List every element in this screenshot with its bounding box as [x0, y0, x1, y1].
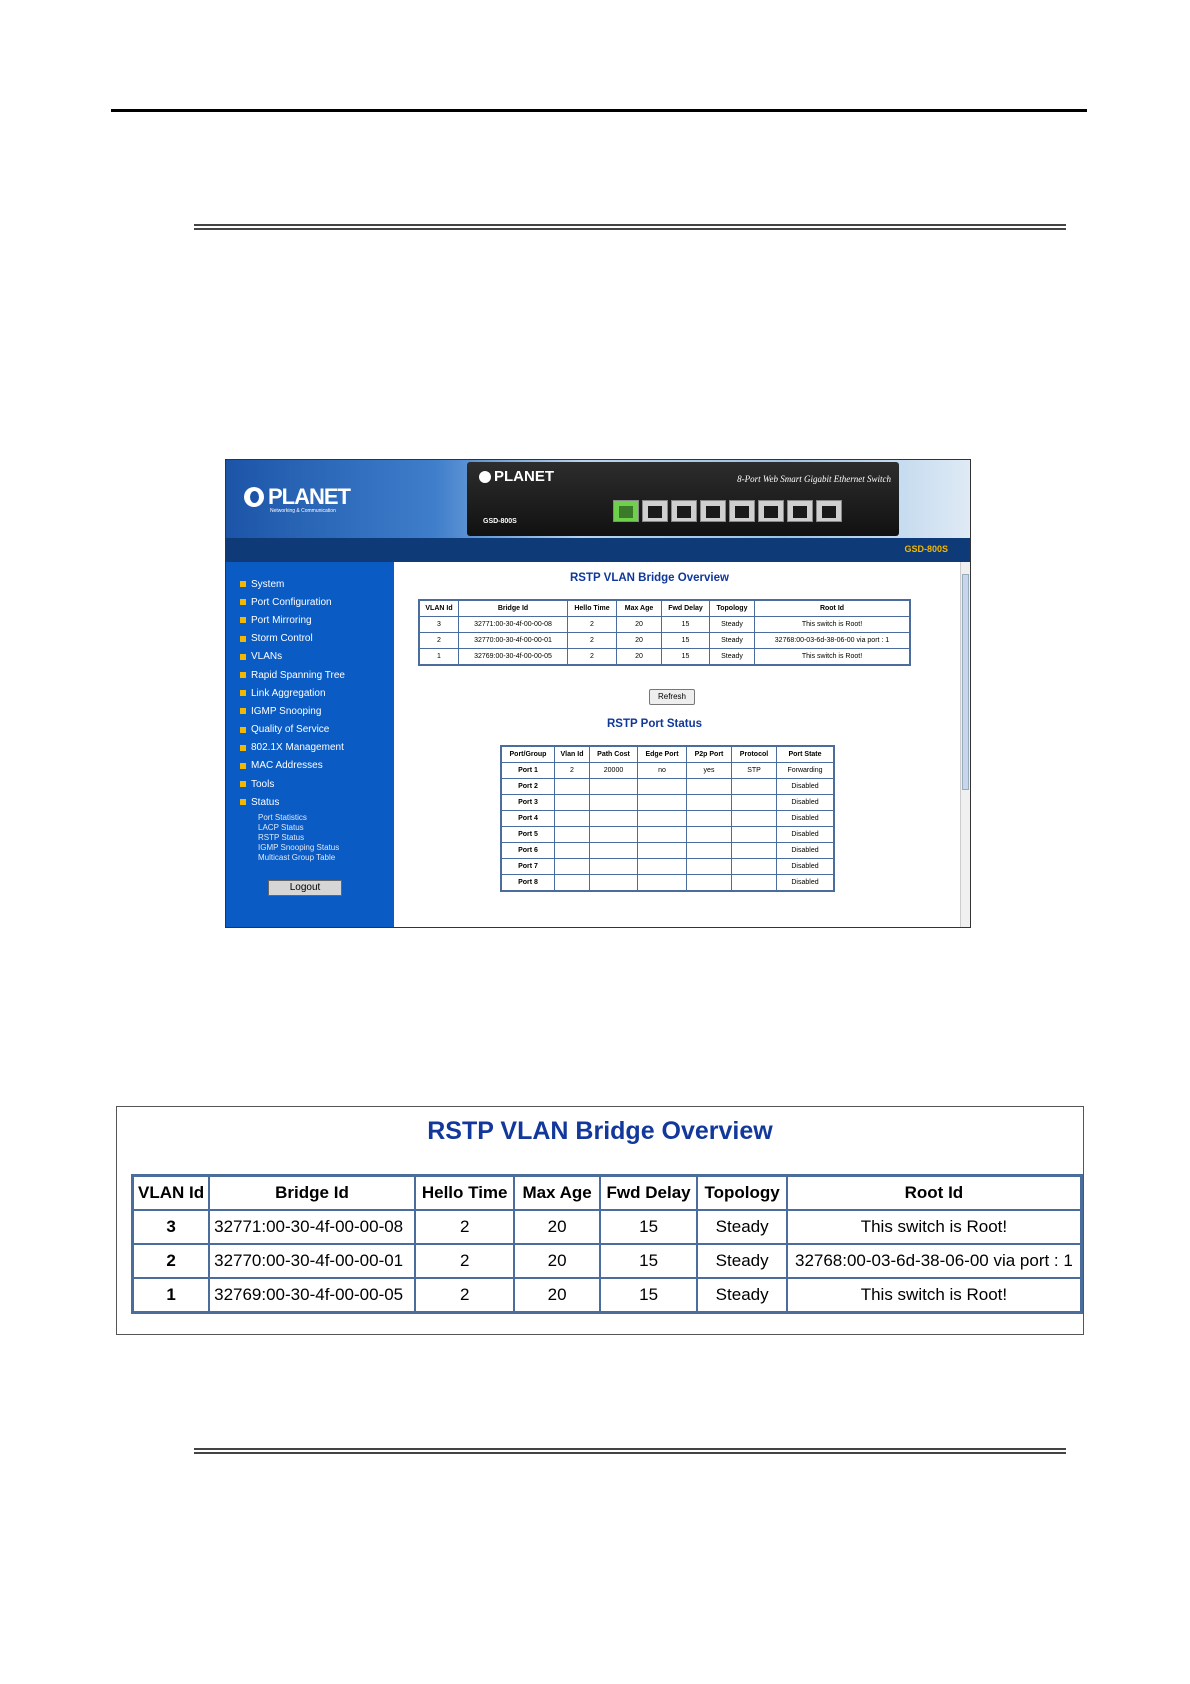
table-header-cell: Max Age — [514, 1176, 599, 1211]
table-cell — [732, 795, 777, 811]
device-logo-icon — [479, 471, 491, 483]
menu-bullet-icon — [240, 690, 246, 696]
menu-bullet-icon — [240, 636, 246, 642]
table-cell: 20000 — [590, 763, 638, 779]
menu-bullet-icon — [240, 727, 246, 733]
closeup-bridge-table — [131, 1174, 1083, 1314]
table-cell: 15 — [600, 1210, 698, 1244]
table-cell: This switch is Root! — [787, 1210, 1082, 1244]
closeup-screenshot — [116, 1106, 1084, 1335]
table-cell — [687, 779, 732, 795]
table-cell: 32768:00-03-6d-38-06-00 via port : 1 — [787, 1244, 1082, 1278]
sidebar-item[interactable] — [240, 775, 394, 793]
table-cell: 15 — [600, 1244, 698, 1278]
table-row — [501, 859, 834, 875]
table-cell: Disabled — [777, 795, 835, 811]
table-cell: 32769:00-30-4f-00-00-05 — [459, 649, 568, 666]
table-header-cell: P2p Port — [687, 746, 732, 763]
table-cell: yes — [687, 763, 732, 779]
menu-bullet-icon — [240, 617, 246, 623]
menu-bullet-icon — [240, 599, 246, 605]
logo-subtext: Networking & Communication — [270, 508, 336, 514]
table-cell: This switch is Root! — [755, 649, 911, 666]
status-submenu-item[interactable]: RSTP Status — [258, 833, 305, 843]
sidebar-item[interactable] — [240, 611, 394, 629]
table-cell: 20 — [617, 649, 662, 666]
table-cell: Steady — [697, 1278, 786, 1313]
table-cell: STP — [732, 763, 777, 779]
sidebar-item[interactable] — [240, 684, 394, 702]
menu-bullet-icon — [240, 745, 246, 751]
table-cell — [590, 795, 638, 811]
port-status-title: RSTP Port Status — [607, 718, 702, 730]
sidebar-item[interactable] — [240, 702, 394, 720]
table-cell — [732, 827, 777, 843]
model-band — [226, 538, 970, 562]
table-cell: 32770:00-30-4f-00-00-01 — [209, 1244, 415, 1278]
table-cell: Disabled — [777, 827, 835, 843]
table-cell — [638, 779, 687, 795]
table-cell — [555, 795, 590, 811]
web-ui-screenshot — [225, 459, 971, 928]
header-banner — [226, 460, 970, 538]
port-status-table — [500, 745, 835, 892]
scrollbar-thumb[interactable] — [962, 574, 969, 790]
sidebar-item-label: Port Mirroring — [251, 614, 312, 626]
sidebar-item[interactable] — [240, 757, 394, 775]
table-cell — [638, 875, 687, 892]
device-model: GSD-800S — [483, 518, 517, 525]
sidebar-item[interactable] — [240, 630, 394, 648]
table-cell — [555, 811, 590, 827]
table-header-cell: Topology — [710, 600, 755, 617]
table-cell: 2 — [415, 1278, 515, 1313]
table-header-cell: Root Id — [787, 1176, 1082, 1211]
table-row — [501, 763, 834, 779]
table-cell — [687, 875, 732, 892]
table-cell: Port 6 — [501, 843, 555, 859]
sidebar — [226, 562, 394, 928]
table-cell — [590, 875, 638, 892]
table-cell — [687, 795, 732, 811]
table-cell: Port 7 — [501, 859, 555, 875]
page-top-rule — [111, 109, 1087, 112]
table-header-cell: Port/Group — [501, 746, 555, 763]
status-submenu-item[interactable]: Multicast Group Table — [258, 853, 336, 863]
status-submenu-item[interactable]: Port Statistics — [258, 813, 307, 823]
table-cell: 32768:00-03-6d-38-06-00 via port : 1 — [755, 633, 911, 649]
table-cell: Steady — [710, 649, 755, 666]
table-cell — [555, 827, 590, 843]
table-row — [133, 1278, 1082, 1313]
menu-bullet-icon — [240, 654, 246, 660]
table-cell: Disabled — [777, 875, 835, 892]
sidebar-item-label: MAC Addresses — [251, 760, 323, 772]
table-header-cell: Port State — [777, 746, 835, 763]
table-cell: Disabled — [777, 779, 835, 795]
sidebar-item[interactable] — [240, 721, 394, 739]
table-cell: 20 — [514, 1210, 599, 1244]
table-row — [133, 1244, 1082, 1278]
sidebar-item-label: Status — [251, 796, 280, 808]
device-panel — [467, 462, 899, 536]
table-cell: Steady — [697, 1244, 786, 1278]
table-row — [501, 811, 834, 827]
planet-logo — [244, 484, 350, 514]
sidebar-item-label: Port Configuration — [251, 596, 332, 608]
logout-button[interactable]: Logout — [268, 880, 342, 896]
table-cell — [638, 795, 687, 811]
table-cell: 1 — [133, 1278, 210, 1313]
table-cell: 15 — [662, 633, 710, 649]
table-header-cell: Edge Port — [638, 746, 687, 763]
sidebar-item[interactable] — [240, 793, 394, 811]
table-cell: 2 — [133, 1244, 210, 1278]
table-header-cell: Hello Time — [568, 600, 617, 617]
table-cell — [590, 827, 638, 843]
table-cell — [555, 779, 590, 795]
port-4-icon[interactable] — [700, 500, 726, 522]
table-row — [419, 633, 910, 649]
table-header-cell: VLAN Id — [133, 1176, 210, 1211]
sidebar-item-label: Quality of Service — [251, 724, 330, 736]
table-cell: 15 — [600, 1278, 698, 1313]
table-row — [501, 827, 834, 843]
table-cell: 20 — [617, 617, 662, 633]
status-submenu-item[interactable]: LACP Status — [258, 823, 304, 833]
table-cell — [555, 875, 590, 892]
bridge-overview-title: RSTP VLAN Bridge Overview — [570, 572, 729, 584]
table-cell: Disabled — [777, 859, 835, 875]
table-cell: 2 — [419, 633, 459, 649]
table-cell: Disabled — [777, 811, 835, 827]
table-cell: 2 — [415, 1244, 515, 1278]
sidebar-item[interactable] — [240, 575, 394, 593]
table-header-cell: Bridge Id — [209, 1176, 415, 1211]
table-cell: Port 5 — [501, 827, 555, 843]
vertical-scrollbar[interactable] — [960, 562, 971, 928]
table-cell: Port 2 — [501, 779, 555, 795]
table-cell — [687, 859, 732, 875]
port-panel — [613, 500, 842, 522]
sidebar-item[interactable] — [240, 648, 394, 666]
table-header-cell: Fwd Delay — [600, 1176, 698, 1211]
table-cell: Port 8 — [501, 875, 555, 892]
port-6-icon[interactable] — [758, 500, 784, 522]
table-cell: Steady — [710, 617, 755, 633]
device-title: 8-Port Web Smart Gigabit Ethernet Switch — [737, 474, 891, 484]
table-cell: Steady — [710, 633, 755, 649]
refresh-button[interactable]: Refresh — [649, 689, 695, 705]
sidebar-menu — [226, 562, 394, 811]
table-cell: 20 — [514, 1278, 599, 1313]
table-row — [501, 795, 834, 811]
table-cell — [638, 811, 687, 827]
table-cell: Port 3 — [501, 795, 555, 811]
table-cell — [687, 843, 732, 859]
table-cell: 2 — [555, 763, 590, 779]
table-cell: no — [638, 763, 687, 779]
table-row — [501, 779, 834, 795]
table-cell: 2 — [415, 1210, 515, 1244]
menu-bullet-icon — [240, 581, 246, 587]
model-badge: GSD-800S — [904, 544, 948, 554]
table-header-cell: Fwd Delay — [662, 600, 710, 617]
table-cell — [638, 843, 687, 859]
table-cell: Port 4 — [501, 811, 555, 827]
sidebar-item-label: Link Aggregation — [251, 687, 326, 699]
sidebar-item-label: Rapid Spanning Tree — [251, 669, 345, 681]
table-cell: 32769:00-30-4f-00-00-05 — [209, 1278, 415, 1313]
table-cell: Forwarding — [777, 763, 835, 779]
table-cell — [555, 843, 590, 859]
port-1-icon[interactable] — [613, 500, 639, 522]
table-cell — [590, 779, 638, 795]
table-cell: Port 1 — [501, 763, 555, 779]
table-cell — [732, 859, 777, 875]
table-cell — [590, 859, 638, 875]
closeup-title: RSTP VLAN Bridge Overview — [427, 1117, 773, 1145]
sidebar-item[interactable] — [240, 739, 394, 757]
table-cell: Steady — [697, 1210, 786, 1244]
device-logo — [479, 468, 554, 485]
status-submenu — [226, 813, 394, 863]
table-cell: 2 — [568, 617, 617, 633]
table-cell — [590, 811, 638, 827]
menu-bullet-icon — [240, 672, 246, 678]
table-header-cell: Max Age — [617, 600, 662, 617]
sidebar-item-label: Storm Control — [251, 633, 313, 645]
table-cell: This switch is Root! — [787, 1278, 1082, 1313]
table-header-cell: Topology — [697, 1176, 786, 1211]
table-row — [501, 843, 834, 859]
table-cell: 32771:00-30-4f-00-00-08 — [209, 1210, 415, 1244]
planet-logo-icon — [244, 487, 264, 507]
table-cell: 3 — [419, 617, 459, 633]
table-cell — [732, 811, 777, 827]
sidebar-item-label: System — [251, 578, 285, 590]
table-header-cell: Vlan Id — [555, 746, 590, 763]
table-cell — [590, 843, 638, 859]
table-cell: 20 — [514, 1244, 599, 1278]
table-row — [419, 649, 910, 666]
table-cell: This switch is Root! — [755, 617, 911, 633]
sidebar-item-label: IGMP Snooping — [251, 705, 322, 717]
menu-bullet-icon — [240, 799, 246, 805]
table-cell: 2 — [568, 649, 617, 666]
main-content — [394, 562, 960, 928]
port-8-icon[interactable] — [816, 500, 842, 522]
table-cell: Disabled — [777, 843, 835, 859]
table-cell — [638, 859, 687, 875]
table-header-cell: Root Id — [755, 600, 911, 617]
sidebar-item-label: Tools — [251, 778, 275, 790]
table-cell: 32770:00-30-4f-00-00-01 — [459, 633, 568, 649]
table-cell — [687, 827, 732, 843]
table-cell — [732, 875, 777, 892]
port-2-icon[interactable] — [642, 500, 668, 522]
sidebar-item[interactable] — [240, 666, 394, 684]
table-cell — [555, 859, 590, 875]
table-cell: 20 — [617, 633, 662, 649]
table-row — [501, 875, 834, 892]
table-header-cell: Hello Time — [415, 1176, 515, 1211]
table-header-cell: VLAN Id — [419, 600, 459, 617]
table-cell — [687, 811, 732, 827]
logo-text: PLANET — [268, 484, 350, 509]
table-header-cell: Path Cost — [590, 746, 638, 763]
menu-bullet-icon — [240, 781, 246, 787]
footer-double-rule — [194, 1448, 1066, 1454]
table-cell: 15 — [662, 617, 710, 633]
table-row — [133, 1210, 1082, 1244]
table-header-cell: Protocol — [732, 746, 777, 763]
table-cell — [638, 827, 687, 843]
table-cell: 2 — [568, 633, 617, 649]
table-cell: 32771:00-30-4f-00-00-08 — [459, 617, 568, 633]
port-7-icon[interactable] — [787, 500, 813, 522]
port-5-icon[interactable] — [729, 500, 755, 522]
header-double-rule — [194, 224, 1066, 230]
table-header-cell: Bridge Id — [459, 600, 568, 617]
bridge-overview-table — [418, 599, 911, 666]
sidebar-item[interactable] — [240, 593, 394, 611]
table-row — [419, 617, 910, 633]
sidebar-item-label: VLANs — [251, 651, 283, 663]
menu-bullet-icon — [240, 708, 246, 714]
table-cell — [732, 779, 777, 795]
table-cell: 3 — [133, 1210, 210, 1244]
sidebar-item-label: 802.1X Management — [251, 742, 344, 754]
status-submenu-item[interactable]: IGMP Snooping Status — [258, 843, 340, 853]
device-logo-text: PLANET — [494, 468, 554, 485]
port-3-icon[interactable] — [671, 500, 697, 522]
table-cell — [732, 843, 777, 859]
menu-bullet-icon — [240, 763, 246, 769]
table-cell: 1 — [419, 649, 459, 666]
table-cell: 15 — [662, 649, 710, 666]
